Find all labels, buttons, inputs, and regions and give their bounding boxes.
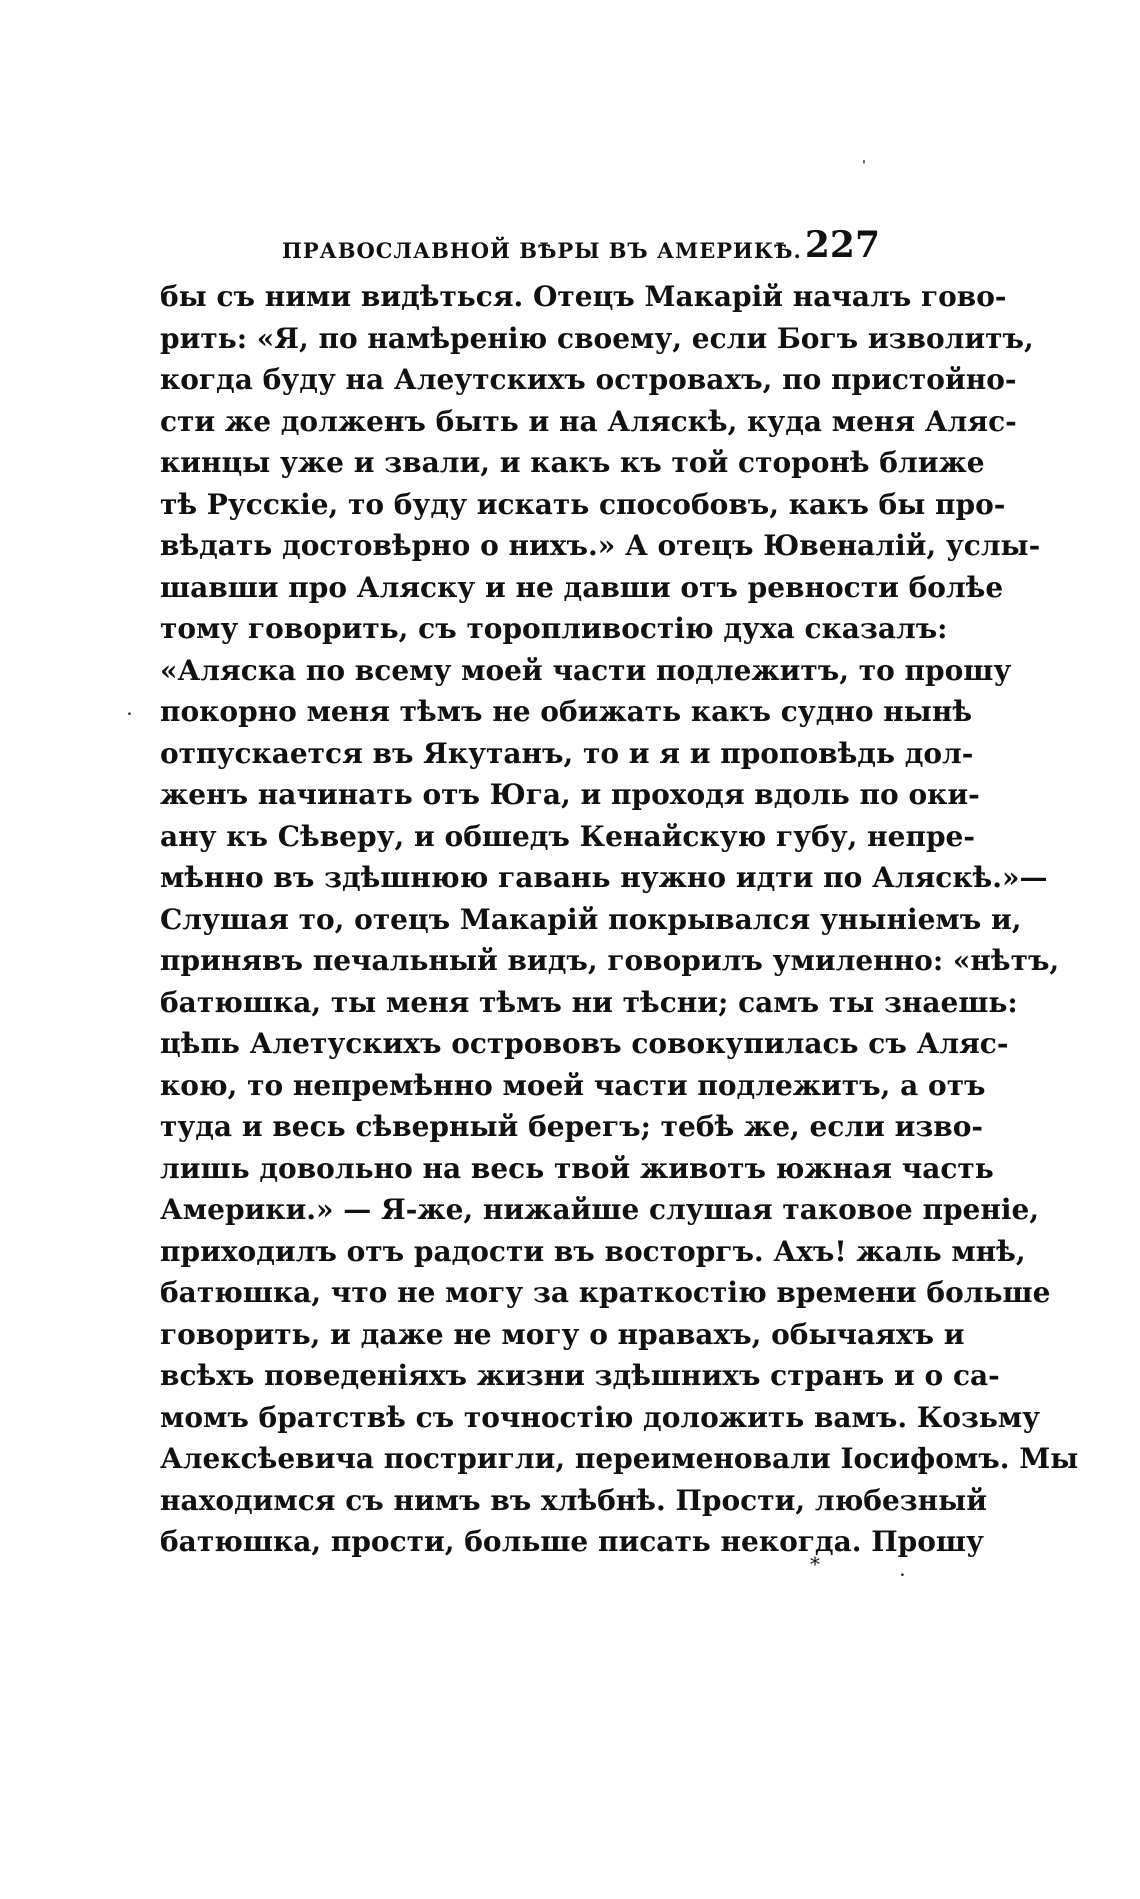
- stray-mark-left: .: [127, 703, 132, 719]
- text-line: батюшка, что не могу за краткостію времени больше: [160, 1276, 1051, 1309]
- page-number: 227: [804, 224, 880, 266]
- text-line: тому говорить, съ торопливостію духа сказалъ:: [160, 612, 948, 645]
- text-line: Алексѣевича постригли, переименовали Іосифомъ. Мы: [160, 1442, 1079, 1475]
- text-line: тѣ Русскіе, то буду искать способовъ, какъ бы про-: [160, 487, 1006, 521]
- text-line: батюшка, ты меня тѣмъ ни тѣсни; самъ ты знаешь:: [160, 985, 1018, 1019]
- text-line: туда и весь сѣверный берегъ; тебѣ же, если изво-: [160, 1110, 984, 1143]
- text-line: рить: «Я, по намѣренію своему, если Богъ изволитъ,: [160, 321, 1034, 355]
- body-text: [160, 276, 1079, 1563]
- running-title: ПРАВОСЛАВНОЙ ВѢРЫ ВЪ АМЕРИКѢ.: [282, 238, 802, 263]
- text-line: женъ начинать отъ Юга, и проходя вдоль по оки-: [160, 778, 980, 811]
- text-line: принявъ печальный видъ, говорилъ умиленно: «нѣтъ,: [160, 944, 1060, 977]
- text-line: отпускается въ Якутанъ, то и я и проповѣдь дол-: [160, 736, 974, 770]
- text-line: шавши про Аляску и не давши отъ ревности болѣе: [160, 570, 1004, 604]
- text-line: покорно меня тѣмъ не обижать какъ судно нынѣ: [160, 695, 973, 728]
- signature-mark: *: [810, 1552, 820, 1576]
- page-header: [160, 224, 880, 268]
- text-line: батюшка, прости, больше писать некогда. Прошу: [160, 1525, 984, 1558]
- text-line: приходилъ отъ радости въ восторгъ. Ахъ! жаль мнѣ,: [160, 1234, 1026, 1268]
- text-line: кою, то непремѣнно моей части подлежитъ, а отъ: [160, 1068, 986, 1102]
- text-line: кинцы уже и звали, и какъ къ той сторонѣ ближе: [160, 446, 985, 479]
- text-line: говорить, и даже не могу о нравахъ, обычаяхъ и: [160, 1317, 965, 1351]
- text-line: всѣхъ поведеніяхъ жизни здѣшнихъ странъ и о са-: [160, 1359, 1000, 1392]
- text-line: Америки.» — Я-же, нижайше слушая таковое преніе,: [160, 1193, 1040, 1226]
- text-line: вѣдать достовѣрно о нихъ.» А отецъ Ювеналій, услы-: [160, 529, 1041, 562]
- text-line: сти же долженъ быть и на Аляскѣ, куда меня Аляс-: [160, 404, 1017, 438]
- stray-mark-right: .: [900, 1564, 905, 1580]
- text-line: находимся съ нимъ въ хлѣбнѣ. Прости, любезный: [160, 1483, 987, 1517]
- text-line: «Аляска по всему моей части подлежитъ, то прошу: [160, 653, 1012, 687]
- text-line: когда буду на Алеутскихъ островахъ, по пристойно-: [160, 363, 1017, 396]
- stray-mark-top: ˌ: [862, 150, 866, 166]
- text-line: Слушая то, отецъ Макарій покрывался уныніемъ и,: [160, 902, 1022, 936]
- text-line: мѣнно въ здѣшнюю гавань нужно идти по Аляскѣ.»—: [160, 861, 1048, 894]
- text-line: лишь довольно на весь твой животъ южная часть: [160, 1151, 994, 1185]
- text-line: цѣпь Алетускихъ острововъ совокупилась съ Аляс-: [160, 1027, 1009, 1060]
- text-line: момъ братствѣ съ точностію доложить вамъ. Козьму: [160, 1400, 1041, 1434]
- text-line: бы съ ними видѣться. Отецъ Макарій началъ гово-: [160, 280, 1007, 313]
- text-line: ану къ Сѣверу, и обшедъ Кенайскую губу, непре-: [160, 819, 975, 853]
